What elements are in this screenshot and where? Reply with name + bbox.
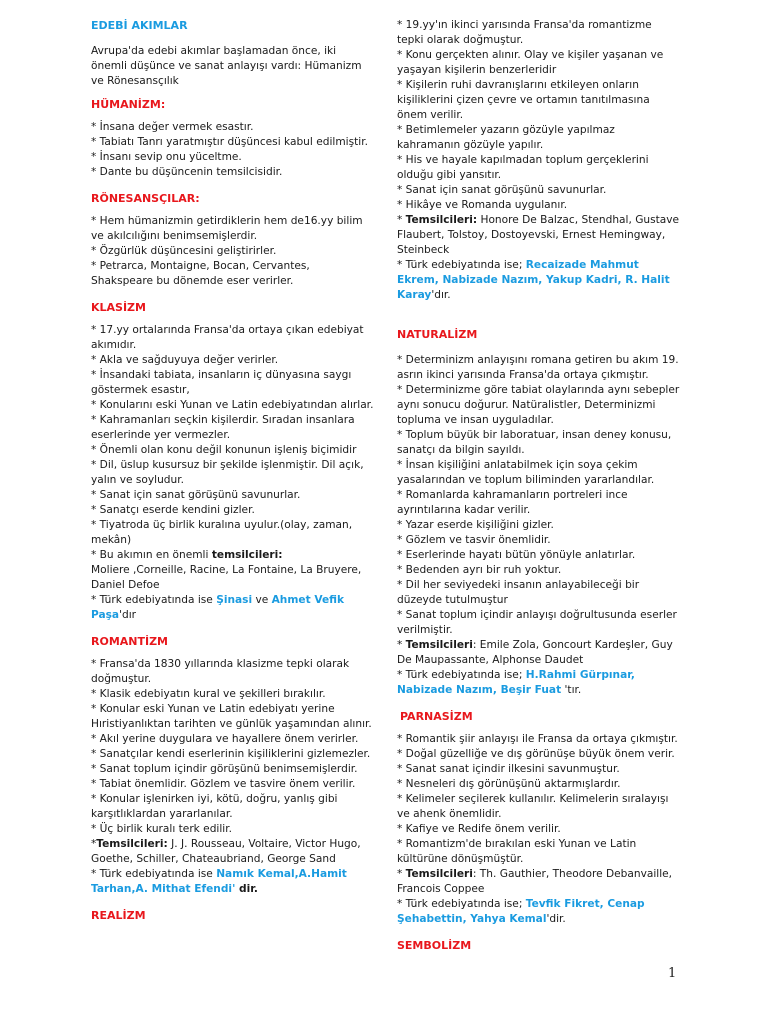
list-item: * Tabiat önemlidir. Gözlem ve tasvire önem verilir. bbox=[91, 778, 356, 790]
list-item: * Betimlemeler yazarın gözüyle yapılmaz kahramanın gözüyle yapılır. bbox=[397, 124, 615, 151]
text-suffix: 'dır. bbox=[431, 289, 451, 301]
list-item: * Romanlarda kahramanların portreleri ince ayrıntılarına kadar verilir. bbox=[397, 489, 628, 516]
text-suffix: dir. bbox=[235, 883, 258, 895]
list-item: * Sanat sanat içindir ilkesini savunmuştur. bbox=[397, 763, 620, 775]
list-item: * Konularını eski Yunan ve Latin edebiyatından alırlar. bbox=[91, 399, 374, 411]
turkish-author: Şinasi bbox=[216, 594, 253, 606]
list-item bbox=[91, 593, 375, 623]
heading-sembolizm: SEMBOLİZM bbox=[397, 939, 472, 952]
heading-klasizm: KLASİZM bbox=[91, 301, 146, 314]
list-item bbox=[91, 837, 375, 867]
list-item: * Sanatçılar kendi eserlerinin kişiliklerini gizlemezler. bbox=[91, 748, 371, 760]
list-item bbox=[397, 867, 681, 897]
heading-humanizm: HÜMANİZM: bbox=[91, 98, 166, 111]
list-item: * Hem hümanizmin getirdiklerin hem de16.yy bilim ve akılcılığını benimsemişlerdir. bbox=[91, 215, 363, 242]
representatives-label: temsilcileri: bbox=[211, 549, 283, 561]
list-item bbox=[397, 897, 681, 927]
text-prefix: * Türk edebiyatında ise bbox=[91, 868, 217, 880]
list-item: * Toplum büyük bir laboratuar, insan deney konusu, sanatçı da bilgin sayıldı. bbox=[397, 429, 672, 456]
heading-parnasizm: PARNASİZM bbox=[400, 710, 473, 723]
list-item: * Sanatçı eserde kendini gizler. bbox=[91, 504, 255, 516]
page-title: EDEBİ AKIMLAR bbox=[91, 19, 188, 32]
list-item: * Sanat için sanat görüşünü savunurlar. bbox=[91, 489, 301, 501]
text-prefix: * bbox=[397, 214, 406, 226]
representatives-names: Moliere ,Corneille, Racine, La Fontaine, La Bruyere, Daniel Defoe bbox=[91, 564, 362, 591]
list-item: * Gözlem ve tasvir önemlidir. bbox=[397, 534, 551, 546]
klasizm-list bbox=[91, 323, 375, 623]
heading-ronesans: RÖNESANSÇILAR: bbox=[91, 192, 200, 205]
text-prefix: * bbox=[397, 868, 406, 880]
text-prefix: * bbox=[397, 639, 406, 651]
list-item: * Üç birlik kuralı terk edilir. bbox=[91, 823, 232, 835]
list-item: * Doğal güzelliğe ve dış görünüşe büyük önem verir. bbox=[397, 748, 675, 760]
list-item: * İnsanı sevip onu yüceltme. bbox=[91, 151, 242, 163]
list-item bbox=[397, 668, 681, 698]
list-item: * Akla ve sağduyuya değer verirler. bbox=[91, 354, 279, 366]
realizm-list bbox=[397, 18, 681, 303]
list-item: * Yazar eserde kişiliğini gizler. bbox=[397, 519, 554, 531]
text-prefix: * Türk edebiyatında ise; bbox=[397, 669, 526, 681]
text-suffix: 'dır bbox=[119, 609, 137, 621]
text-prefix: * Türk edebiyatında ise; bbox=[397, 898, 526, 910]
parnasizm-list bbox=[397, 732, 681, 927]
text-prefix: * bbox=[91, 838, 97, 850]
turkish-author: Ahmet Vefik Paşa bbox=[91, 594, 345, 621]
text-connector: ve bbox=[252, 594, 272, 606]
list-item: * Hikâye ve Romanda uygulanır. bbox=[397, 199, 568, 211]
heading-naturalizm: NATURALİZM bbox=[397, 328, 478, 341]
list-item bbox=[397, 638, 681, 668]
representatives-names: J. J. Rousseau, Voltaire, Victor Hugo, Goethe, Schiller, Chateaubriand, George Sand bbox=[91, 838, 361, 865]
list-item: * Tiyatroda üç birlik kuralına uyulur.(olay, zaman, mekân) bbox=[91, 519, 353, 546]
list-item: * Önemli olan konu değil konunun işleniş biçimidir bbox=[91, 444, 357, 456]
turkish-authors: H.Rahmi Gürpınar, Nabizade Nazım, Beşir Fuat bbox=[397, 669, 635, 696]
list-item: * Konular işlenirken iyi, kötü, doğru, yanlış gibi karşıtlıklardan yararlanılar. bbox=[91, 793, 338, 820]
list-item: * Determinizm anlayışını romana getiren bu akım 19. asrın ikinci yarısında Fransa'da ortaya çıkmıştır. bbox=[397, 354, 679, 381]
list-item bbox=[91, 867, 375, 897]
list-item: * His ve hayale kapılmadan toplum gerçeklerini olduğu gibi yansıtır. bbox=[397, 154, 649, 181]
list-item bbox=[397, 213, 681, 258]
representatives-label: Temsilcileri bbox=[405, 639, 473, 651]
representatives-label: Temsilcileri: bbox=[405, 214, 478, 226]
text-prefix: * Türk edebiyatında ise bbox=[91, 594, 217, 606]
left-column bbox=[91, 18, 375, 923]
list-item: * Fransa'da 1830 yıllarında klasizme tepki olarak doğmuştur. bbox=[91, 658, 350, 685]
list-item: * Kahramanları seçkin kişilerdir. Sıradan insanlara eserlerinde yer vermezler. bbox=[91, 414, 355, 441]
list-item: * Kelimeler seçilerek kullanılır. Kelimelerin sıralayışı ve ahenk önemlidir. bbox=[397, 793, 669, 820]
list-item: * Klasik edebiyatın kural ve şekilleri bırakılır. bbox=[91, 688, 326, 700]
ronesans-list bbox=[91, 214, 375, 289]
list-item: * Akıl yerine duygulara ve hayallere önem verirler. bbox=[91, 733, 359, 745]
naturalizm-list bbox=[397, 353, 681, 698]
representatives-names: : Emile Zola, Goncourt Kardeşler, Guy De Maupassante, Alphonse Daudet bbox=[397, 639, 673, 666]
intro-paragraph: Avrupa'da edebi akımlar başlamadan önce, iki önemli düşünce ve sanat anlayışı vardı: Hümanizm ve Rönesansçılık bbox=[91, 45, 362, 87]
representatives-names: : Th. Gauthier, Theodore Debanvaille, Francois Coppee bbox=[397, 868, 673, 895]
list-item: * Bedenden ayrı bir ruh yoktur. bbox=[397, 564, 562, 576]
list-item: * Dil, üslup kusursuz bir şekilde işlenmiştir. Dil açık, yalın ve soyludur. bbox=[91, 459, 364, 486]
list-item: * Sanat için sanat görüşünü savunurlar. bbox=[397, 184, 607, 196]
list-item: * Romantik şiir anlayışı ile Fransa da ortaya çıkmıştır. bbox=[397, 733, 678, 745]
heading-romantizm: ROMANTİZM bbox=[91, 635, 169, 648]
heading-realizm: REALİZM bbox=[91, 909, 146, 922]
list-item bbox=[397, 258, 681, 303]
list-item: * Konu gerçekten alınır. Olay ve kişiler yaşanan ve yaşayan kişilerin benzerleridir bbox=[397, 49, 664, 76]
list-item: * Eserlerinde hayatı bütün yönüyle anlatırlar. bbox=[397, 549, 636, 561]
list-item: * İnsana değer vermek esastır. bbox=[91, 121, 254, 133]
list-item: * 19.yy'ın ikinci yarısında Fransa'da romantizme tepki olarak doğmuştur. bbox=[397, 19, 652, 46]
text-prefix: * Bu akımın en önemli bbox=[91, 549, 212, 561]
list-item: * Nesneleri dış görünüşünü aktarmışlardır. bbox=[397, 778, 621, 790]
turkish-authors: Recaizade Mahmut Ekrem, Nabizade Nazım, Yakup Kadri, R. Halit Karay bbox=[397, 259, 670, 301]
list-item: * 17.yy ortalarında Fransa'da ortaya çıkan edebiyat akımıdır. bbox=[91, 324, 364, 351]
list-item: * Tabiatı Tanrı yaratmıştır düşüncesi kabul edilmiştir. bbox=[91, 136, 368, 148]
representatives-label: Temsilcileri bbox=[405, 868, 473, 880]
turkish-authors: Namık Kemal,A.Hamit Tarhan,A. Mithat Efendi' bbox=[91, 868, 347, 895]
turkish-authors: Tevfik Fikret, Cenap Şehabettin, Yahya Kemal bbox=[397, 898, 645, 925]
representatives-label: Temsilcileri: bbox=[96, 838, 168, 850]
list-item: * İnsan kişiliğini anlatabilmek için soya çekim yasalarından ve toplum biliminden yararlandılar. bbox=[397, 459, 655, 486]
list-item: * Kişilerin ruhi davranışlarını etkileyen onların kişiliklerini çizen çevre ve ortamın tanıtılmasına önem verilir. bbox=[397, 79, 650, 121]
list-item: * Özgürlük düşüncesini geliştirirler. bbox=[91, 245, 277, 257]
list-item bbox=[91, 548, 375, 563]
representatives-names: Honore De Balzac, Stendhal, Gustave Flaubert, Tolstoy, Dostoyevski, Ernest Hemingway, Steinbeck bbox=[397, 214, 680, 256]
right-column bbox=[397, 18, 681, 953]
list-item: * Romantizm'de bırakılan eski Yunan ve Latin kültürüne dönüşmüştür. bbox=[397, 838, 637, 865]
list-item: * Determinizme göre tabiat olaylarında aynı sebepler aynı sonucu doğurur. Natüralistler, Determinizmi topluma ve insan uyguladılar. bbox=[397, 384, 680, 426]
list-item: * Sanat toplum içindir görüşünü benimsemişlerdir. bbox=[91, 763, 358, 775]
humanizm-list bbox=[91, 120, 375, 180]
text-suffix: 'dir. bbox=[546, 913, 566, 925]
list-item: * Kafiye ve Redife önem verilir. bbox=[397, 823, 561, 835]
romantizm-list bbox=[91, 657, 375, 897]
list-item: * Dante bu düşüncenin temsilcisidir. bbox=[91, 166, 283, 178]
list-item: * Sanat toplum içindir anlayışı doğrultusunda eserler verilmiştir. bbox=[397, 609, 677, 636]
text-prefix: * Türk edebiyatında ise; bbox=[397, 259, 526, 271]
page-number: 1 bbox=[668, 966, 677, 981]
list-item: * Konular eski Yunan ve Latin edebiyatı yerine Hıristiyanlıktan tarihten ve günlük yaşamından alınır. bbox=[91, 703, 372, 730]
list-item: * Petrarca, Montaigne, Bocan, Cervantes, Shakspeare bu dönemde eser verirler. bbox=[91, 260, 310, 287]
list-item: * İnsandaki tabiata, insanların iç dünyasına saygı göstermek esastır, bbox=[91, 369, 352, 396]
list-item: * Dil her seviyedeki insanın anlayabileceği bir düzeyde tutulmuştur bbox=[397, 579, 640, 606]
text-suffix: 'tır. bbox=[561, 684, 582, 696]
